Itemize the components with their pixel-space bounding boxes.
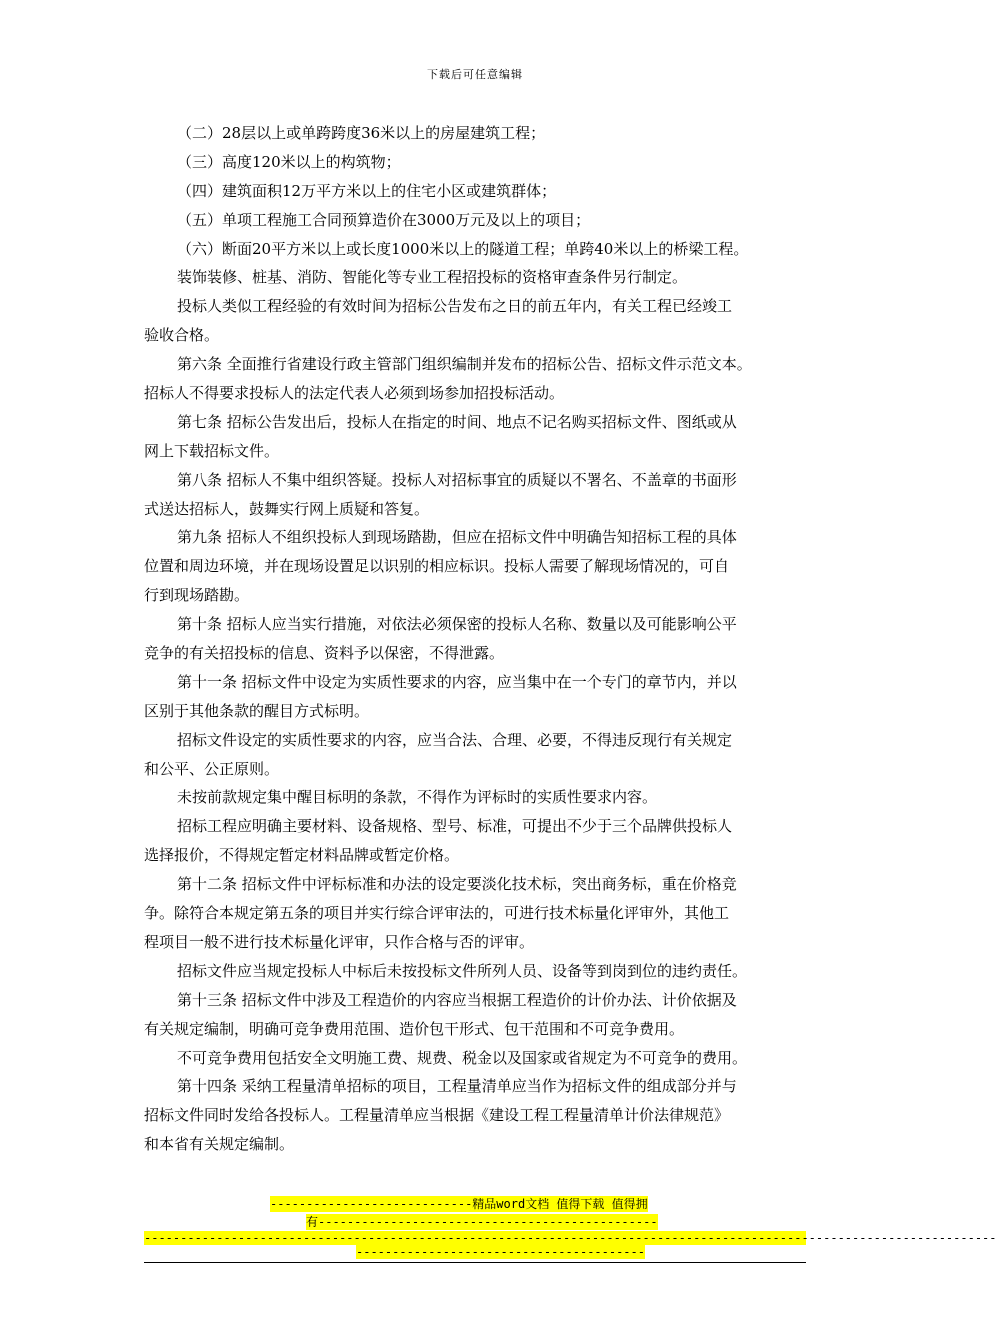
text-line: （三）高度120米以上的构筑物； [177,152,401,171]
text-line: 招标文件应当规定投标人中标后未按投标文件所列人员、设备等到岗到位的违约责任。 [177,961,748,980]
text-line: 位置和周边环境，并在现场设置足以识别的相应标识。投标人需要了解现场情况的，可自 [144,557,730,576]
text-line: 行到现场踏勘。 [144,586,250,605]
text-line: 式送达招标人，鼓舞实行网上质疑和答复。 [144,499,430,518]
text-line: 验收合格。 [144,326,220,345]
footer-line-4: ---------------------------------------- [356,1245,645,1259]
text-line: 未按前款规定集中醒目标明的条款，不得作为评标时的实质性要求内容。 [177,788,658,807]
text-line: （六）断面20平方米以上或长度1000米以上的隧道工程；单跨40米以上的桥梁工程。 [177,239,749,258]
text-line: 第六条 全面推行省建设行政主管部门组织编制并发布的招标公告、招标文件示范文本。 [177,355,752,374]
text-line: 和本省有关规定编制。 [144,1135,295,1154]
text-line: 不可竞争费用包括安全文明施工费、规费、税金以及国家或省规定为不可竞争的费用。 [177,1048,748,1067]
footer-line-3: ---------------------------------------------------------------------------------------------------------------------- [144,1231,997,1245]
text-line: 招标文件同时发给各投标人。工程量清单应当根据《建设工程工程量清单计价法律规范》 [144,1106,730,1125]
text-line: 第十条 招标人应当实行措施，对依法必须保密的投标人名称、数量以及可能影响公平 [177,615,737,634]
text-line: （五）单项工程施工合同预算造价在3000万元及以上的项目； [177,210,591,229]
document-body [144,119,806,1159]
text-line: 第十一条 招标文件中设定为实质性要求的内容，应当集中在一个专门的章节内，并以 [177,672,737,691]
text-line: 和公平、公正原则。 [144,759,280,778]
text-line: 第九条 招标人不组织投标人到现场踏勘，但应在招标文件中明确告知招标工程的具体 [177,528,737,547]
footer-line-1: ----------------------------精品word文档 值得下载 值得拥 [270,1197,648,1211]
text-line: 第十三条 招标文件中涉及工程造价的内容应当根据工程造价的计价办法、计价依据及 [177,990,737,1009]
text-line: 装饰装修、桩基、消防、智能化等专业工程招投标的资格审查条件另行制定。 [177,268,688,287]
text-line: 网上下载招标文件。 [144,441,280,460]
page-header: 下载后可任意编辑 [427,68,523,81]
text-line: 招标人不得要求投标人的法定代表人必须到场参加招投标活动。 [144,384,565,403]
text-line: 区别于其他条款的醒目方式标明。 [144,701,370,720]
text-line: （四）建筑面积12万平方米以上的住宅小区或建筑群体； [177,181,557,200]
text-line: 选择报价，不得规定暂定材料品牌或暂定价格。 [144,846,460,865]
text-line: （二）28层以上或单跨跨度36米以上的房屋建筑工程； [177,124,546,142]
footer-rule [144,1262,806,1263]
text-line: 第十二条 招标文件中评标标准和办法的设定要淡化技术标，突出商务标，重在价格竞 [177,875,737,894]
text-line: 程项目一般不进行技术标量化评审，只作合格与否的评审。 [144,932,535,951]
text-line: 第七条 招标公告发出后，投标人在指定的时间、地点不记名购买招标文件、图纸或从 [177,412,737,431]
text-line: 投标人类似工程经验的有效时间为招标公告发布之日的前五年内，有关工程已经竣工 [177,297,733,316]
text-line: 争。除符合本规定第五条的项目并实行综合评审法的，可进行技术标量化评审外，其他工 [144,904,730,923]
text-line: 第八条 招标人不集中组织答疑。投标人对招标事宜的质疑以不署名、不盖章的书面形 [177,470,737,489]
text-line: 招标文件设定的实质性要求的内容，应当合法、合理、必要，不得违反现行有关规定 [177,730,733,749]
text-line: 有关规定编制，明确可竞争费用范围、造价包干形式、包干范围和不可竞争费用。 [144,1019,685,1038]
footer-line-2: 有----------------------------------------------- [306,1215,658,1229]
text-line: 第十四条 采纳工程量清单招标的项目，工程量清单应当作为招标文件的组成部分并与 [177,1077,737,1096]
text-line: 竞争的有关招投标的信息、资料予以保密，不得泄露。 [144,644,505,663]
text-line: 招标工程应明确主要材料、设备规格、型号、标准，可提出不少于三个品牌供投标人 [177,817,733,836]
